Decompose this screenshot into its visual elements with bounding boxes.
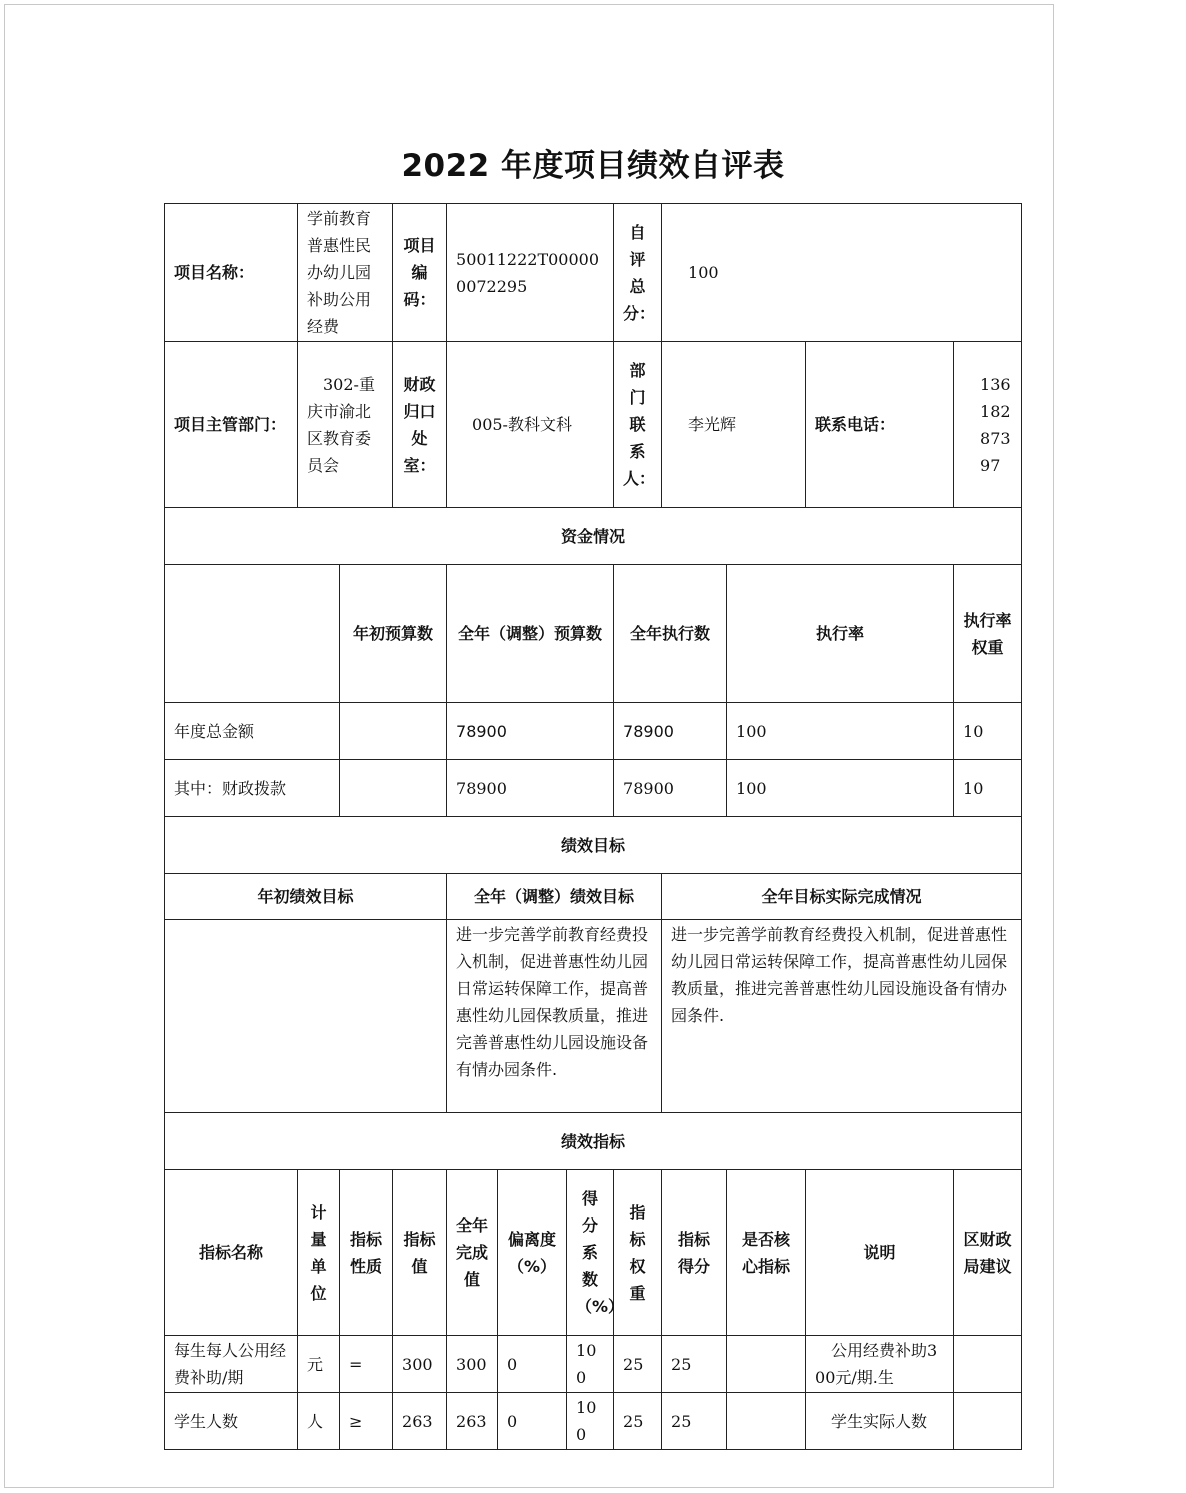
ind-header-nature: 指标性质 [340,1170,393,1336]
funds-row [165,703,1022,760]
indicator-cell: 学生实际人数 [806,1393,954,1450]
funds-section-title: 资金情况 [165,508,1022,565]
project-name-value: 学前教育普惠性民办幼儿园补助公用经费 [298,204,393,342]
funds-cell: 10 [954,703,1022,760]
indicator-cell: 100 [567,1336,614,1393]
goals-header-adjusted: 全年（调整）绩效目标 [447,874,662,920]
indicator-cell: 25 [614,1393,662,1450]
page-title: 2022 年度项目绩效自评表 [401,148,785,184]
indicator-cell: 25 [614,1336,662,1393]
indicator-row [165,1336,1022,1393]
contact-value: 李光辉 [662,342,806,508]
indicator-cell: 25 [662,1393,727,1450]
funds-header-executed: 全年执行数 [614,565,727,703]
indicator-row [165,1393,1022,1450]
funds-cell: 年度总金额 [165,703,340,760]
indicator-cell: 100 [567,1393,614,1450]
goals-actual-text: 进一步完善学前教育经费投入机制，促进普惠性幼儿园日常运转保障工作，提高普惠性幼儿园保教质量，推进完善普惠性幼儿园设施设备有情办园条件. [662,920,1022,1113]
goals-adjusted-text: 进一步完善学前教育经费投入机制，促进普惠性幼儿园日常运转保障工作，提高普惠性幼儿园保教质量，推进完善普惠性幼儿园设施设备有情办园条件. [447,920,662,1113]
indicator-cell: 元 [298,1336,340,1393]
funds-header-rate-weight: 执行率权重 [954,565,1022,703]
project-code-label: 项目编码： [393,204,447,342]
indicator-cell: 263 [393,1393,447,1450]
funds-row [165,760,1022,817]
ind-header-deviation: 偏离度（%） [498,1170,567,1336]
funds-cell: 78900 [447,760,614,817]
indicator-cell: 公用经费补助300元/期.生 [806,1336,954,1393]
ind-header-target: 指标值 [393,1170,447,1336]
self-score-value: 100 [662,204,1022,342]
ind-header-unit: 计量单位 [298,1170,340,1336]
funds-header-initial-budget: 年初预算数 [340,565,447,703]
funds-header-adjusted-budget: 全年（调整）预算数 [447,565,614,703]
ind-header-core: 是否核心指标 [727,1170,806,1336]
ind-header-score: 指标得分 [662,1170,727,1336]
project-code-value: 50011222T000000072295 [447,204,614,342]
indicator-cell: 0 [498,1336,567,1393]
dept-label: 项目主管部门： [165,342,298,508]
indicators-section-title: 绩效指标 [165,1113,1022,1170]
ind-header-weight: 指标权重 [614,1170,662,1336]
funds-cell: 78900 [614,760,727,817]
phone-value: 13618287397 [954,342,1022,508]
funds-cell: 10 [954,760,1022,817]
indicator-cell [727,1336,806,1393]
contact-label: 部门联系人： [614,342,662,508]
funds-cell: 78900 [614,703,727,760]
ind-header-completed: 全年完成值 [447,1170,498,1336]
goals-initial-text [165,920,447,1113]
indicator-cell: 300 [447,1336,498,1393]
ind-header-remark: 说明 [806,1170,954,1336]
funds-cell [340,760,447,817]
goals-header-initial: 年初绩效目标 [165,874,447,920]
funds-cell: 100 [727,703,954,760]
ind-header-suggestion: 区财政局建议 [954,1170,1022,1336]
funds-header-blank [165,565,340,703]
indicator-cell: ≥ [340,1393,393,1450]
funds-cell: 100 [727,760,954,817]
performance-evaluation-table [164,203,1022,1450]
indicator-cell: = [340,1336,393,1393]
indicator-cell: 300 [393,1336,447,1393]
indicator-cell [954,1393,1022,1450]
ind-header-coefficient: 得分系数（%） [567,1170,614,1336]
funds-header-exec-rate: 执行率 [727,565,954,703]
goals-header-actual: 全年目标实际完成情况 [662,874,1022,920]
goals-section-title: 绩效目标 [165,817,1022,874]
funds-cell: 其中：财政拨款 [165,760,340,817]
indicator-cell: 25 [662,1336,727,1393]
funds-cell: 78900 [447,703,614,760]
finance-office-value: 005-教科文科 [447,342,614,508]
phone-label: 联系电话： [806,342,954,508]
dept-value: 302-重庆市渝北区教育委员会 [298,342,393,508]
indicator-cell [727,1393,806,1450]
ind-header-name: 指标名称 [165,1170,298,1336]
indicator-cell: 人 [298,1393,340,1450]
indicator-cell: 每生每人公用经费补助/期 [165,1336,298,1393]
project-name-label: 项目名称： [165,204,298,342]
funds-cell [340,703,447,760]
finance-office-label: 财政归口处室： [393,342,447,508]
indicator-cell: 学生人数 [165,1393,298,1450]
indicator-cell [954,1336,1022,1393]
self-score-label: 自评总分： [614,204,662,342]
indicator-cell: 263 [447,1393,498,1450]
indicator-cell: 0 [498,1393,567,1450]
